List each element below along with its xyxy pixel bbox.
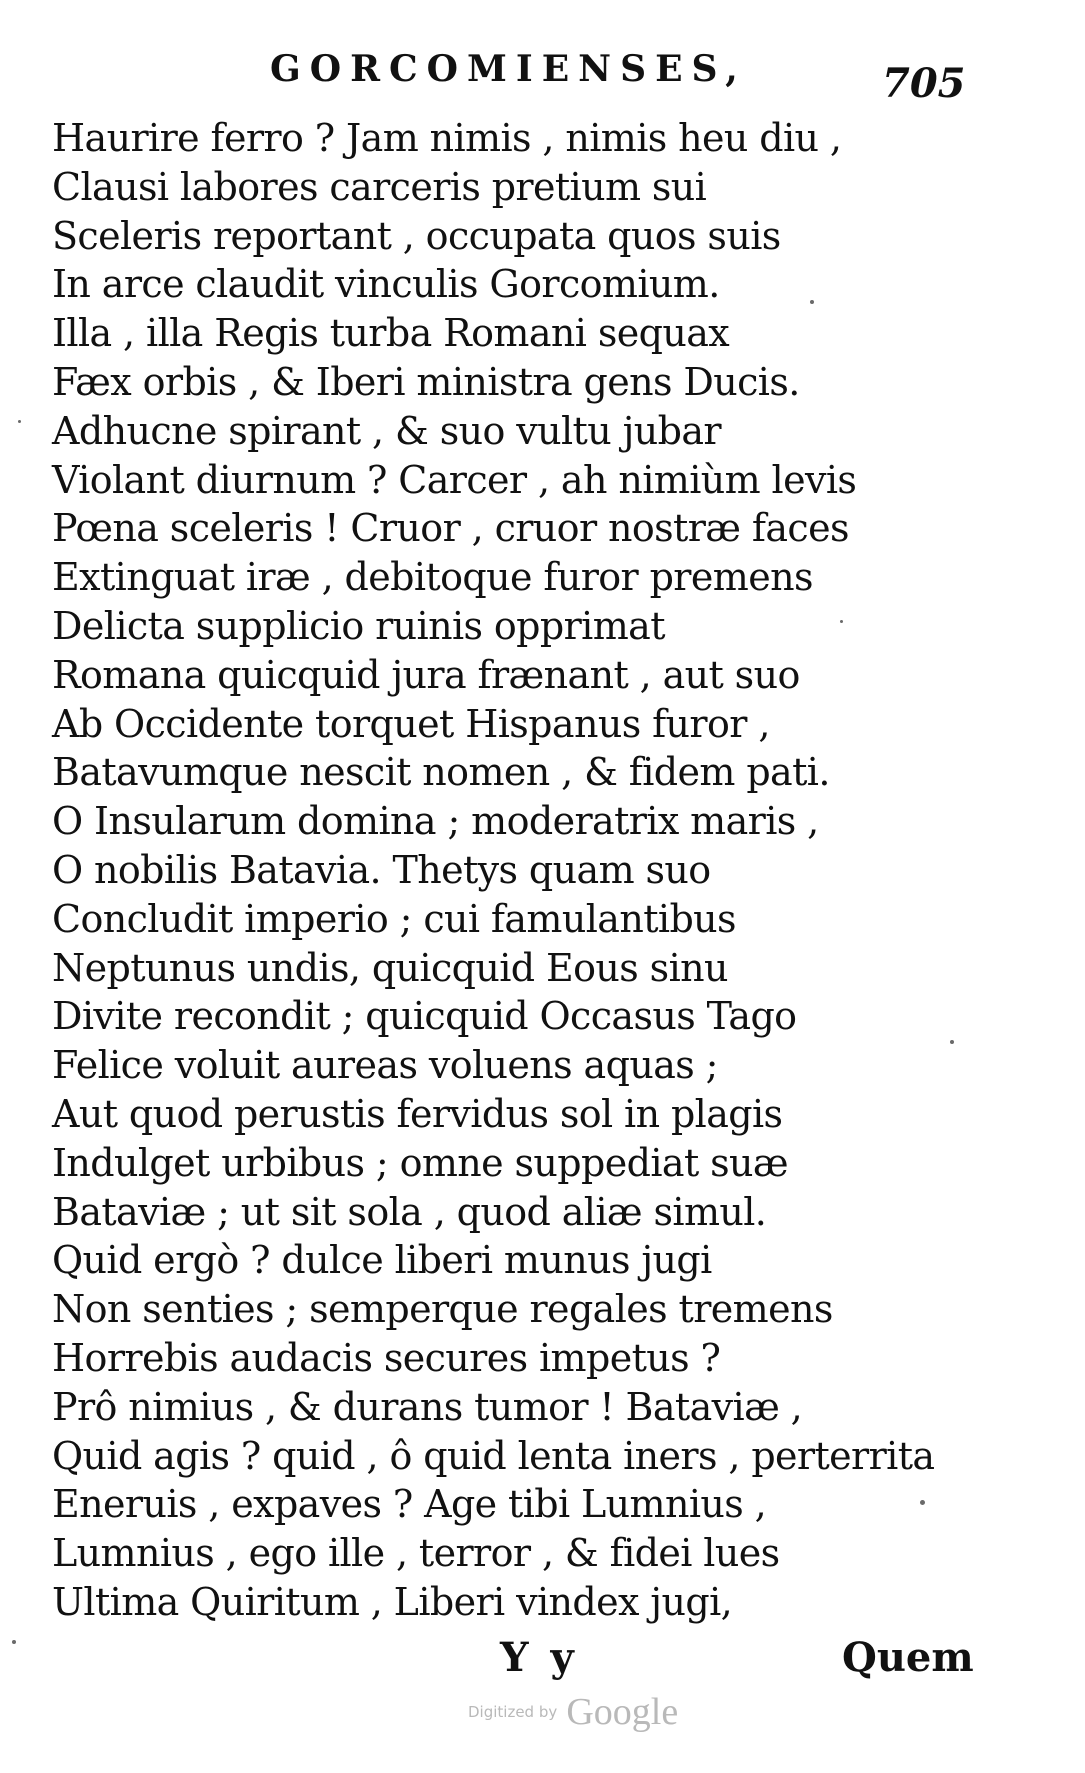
verse-line: Adhucne spirant , & suo vultu jubar xyxy=(52,408,721,453)
digitized-watermark xyxy=(468,1690,678,1734)
verse-line: Batavumque nescit nomen , & fidem pati. xyxy=(52,750,830,795)
print-speck xyxy=(920,1500,925,1505)
verse-line: Clausi labores carceris pretium sui xyxy=(52,164,707,209)
verse-line: Illa , illa Regis turba Romani sequax xyxy=(52,311,730,356)
digitized-label: Digitized by xyxy=(468,1703,558,1721)
print-speck xyxy=(18,420,21,423)
verse-line: Ultima Quiritum , Liberi vindex jugi, xyxy=(52,1579,733,1624)
verse-line: Quid agis ? quid , ô quid lenta iners , perterrita xyxy=(52,1433,935,1478)
verse-line: O nobilis Batavia. Thetys quam suo xyxy=(52,847,711,892)
verse-line: Bataviæ ; ut sit sola , quod aliæ simul. xyxy=(52,1189,767,1234)
verse-line: In arce claudit vinculis Gorcomium. xyxy=(52,262,720,307)
signature-mark: Y y xyxy=(500,1634,578,1681)
verse-line: Fæx orbis , & Iberi ministra gens Ducis. xyxy=(52,359,800,404)
print-speck xyxy=(950,1040,954,1044)
verse-line: Felice voluit aureas voluens aquas ; xyxy=(52,1043,718,1088)
verse-line: Divite recondit ; quicquid Occasus Tago xyxy=(52,994,797,1039)
verse-line: Concludit imperio ; cui famulantibus xyxy=(52,896,736,941)
verse-line: Neptunus undis, quicquid Eous sinu xyxy=(52,945,728,990)
verse-line: Haurire ferro ? Jam nimis , nimis heu diu , xyxy=(52,116,842,160)
verse-line: Sceleris reportant , occupata quos suis xyxy=(52,213,781,258)
verse-line: Horrebis audacis secures impetus ? xyxy=(52,1335,721,1380)
google-logo: Google xyxy=(566,1691,679,1733)
verse-line: Aut quod perustis fervidus sol in plagis xyxy=(52,1091,783,1136)
verse-line: Extinguat iræ , debitoque furor premens xyxy=(52,555,813,600)
print-speck xyxy=(840,620,843,623)
running-head: GORCOMIENSES, xyxy=(270,48,747,90)
print-speck xyxy=(810,300,814,304)
verse-line: O Insularum domina ; moderatrix maris , xyxy=(52,799,819,844)
verse-line: Quid ergò ? dulce liberi munus jugi xyxy=(52,1238,712,1283)
verse-line: Indulget urbibus ; omne suppediat suæ xyxy=(52,1140,789,1185)
verse-line: Pœna sceleris ! Cruor , cruor nostræ faces xyxy=(52,506,849,551)
catchword: Quem xyxy=(842,1634,974,1681)
verse-line: Romana quicquid jura frænant , aut suo xyxy=(52,652,800,697)
verse-line: Delicta supplicio ruinis opprimat xyxy=(52,603,665,648)
print-speck xyxy=(12,1640,16,1644)
verse-line: Violant diurnum ? Carcer , ah nimiùm levis xyxy=(52,457,857,502)
verse-line: Eneruis , expaves ? Age tibi Lumnius , xyxy=(52,1482,767,1527)
verse-line: Ab Occidente torquet Hispanus furor , xyxy=(52,701,770,746)
verse-line: Prô nimius , & durans tumor ! Bataviæ , xyxy=(52,1384,803,1429)
verse-block xyxy=(52,114,982,1627)
verse-line: Non senties ; semperque regales tremens xyxy=(52,1287,833,1332)
verse-line: Lumnius , ego ille , terror , & fidei lues xyxy=(52,1531,780,1576)
page-number: 705 xyxy=(882,60,966,107)
